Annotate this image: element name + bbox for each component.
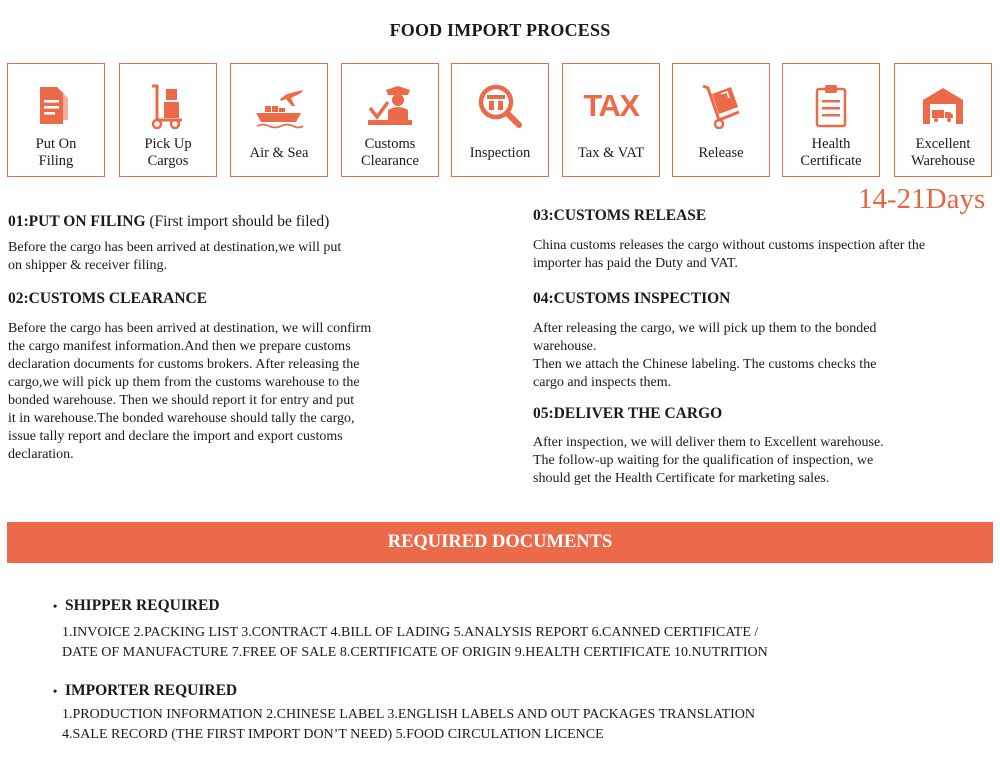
step-label: Air & Sea: [249, 144, 309, 161]
hand-truck-boxes-icon: [120, 80, 216, 132]
bullet-icon: •: [53, 684, 58, 698]
section-1-body: Before the cargo has been arrived at destination,we will put on shipper & receiver filing.: [8, 240, 342, 273]
step-label: Customs Clearance: [361, 136, 419, 169]
section-1-title: 01:PUT ON FILING (First import should be filed): [8, 213, 330, 230]
duration-label: 14-21Days: [858, 183, 986, 215]
importer-required-heading: • IMPORTER REQUIRED: [53, 682, 238, 699]
hand-truck-package-icon: [673, 80, 769, 132]
importer-required-list: 1.PRODUCTION INFORMATION 2.CHINESE LABEL 3.ENGLISH LABELS AND OUT PACKAGES TRANSLATION 4.SALE RECORD (THE FIRST IMPORT DON’T NEED) 5.FOOD CIRCULATION LICENCE: [62, 707, 756, 742]
warehouse-truck-icon: [895, 80, 991, 132]
step-label: Pick Up Cargos: [144, 136, 192, 169]
section-5-title: 05:DELIVER THE CARGO: [533, 405, 723, 422]
step-label: Put On Filing: [35, 136, 77, 169]
section-4-body: After releasing the cargo, we will pick up them to the bonded warehouse. Then we attach the Chinese labeling. The customs checks the cargo and inspects them.: [533, 321, 877, 390]
ship-and-plane-icon: [231, 80, 327, 132]
section-3-title: 03:CUSTOMS RELEASE: [533, 207, 707, 224]
step-label: Release: [698, 144, 744, 161]
step-label: Health Certificate: [800, 136, 862, 169]
shipper-required-heading: • SHIPPER REQUIRED: [53, 597, 220, 614]
step-health-certificate: [782, 63, 880, 177]
step-release: [672, 63, 770, 177]
step-label: Tax & VAT: [577, 144, 645, 161]
clipboard-icon: [783, 80, 879, 132]
section-1-note: (First import should be filed): [145, 213, 330, 230]
page-title: FOOD IMPORT PROCESS: [389, 20, 611, 40]
section-5-body: After inspection, we will deliver them to Excellent warehouse. The follow-up waiting for the qualification of inspection, we should get the Health Certificate for marketing sales.: [533, 435, 884, 486]
shipper-required-list: 1.INVOICE 2.PACKING LIST 3.CONTRACT 4.BILL OF LADING 5.ANALYSIS REPORT 6.CANNED CERTIFICATE / DATE OF MANUFACTURE 7.FREE OF SALE 8.CERTIFICATE OF ORIGIN 9.HEALTH CERTIFICATE 10.NUTRITION: [62, 625, 768, 660]
step-excellent-warehouse: [894, 63, 992, 177]
step-inspection: [451, 63, 549, 177]
step-air-and-sea: [230, 63, 328, 177]
bullet-icon: •: [53, 599, 58, 613]
step-label: Excellent Warehouse: [910, 136, 976, 169]
customs-officer-icon: [342, 80, 438, 132]
section-2-body: Before the cargo has been arrived at destination, we will confirm the cargo manifest information.And then we prepare customs declaration documents for customs brokers. After releasing the cargo,we will pick up them from the customs warehouse to the bonded warehouse. Then we should report it for entry and put it in warehouse.The bonded warehouse should tally the cargo, issue tally report and declare the import and export customs declaration.: [8, 321, 372, 462]
step-pick-up-cargos: [119, 63, 217, 177]
step-label: Inspection: [469, 144, 531, 161]
tax-icon-text: TAX: [583, 88, 639, 123]
step-put-on-filing: [7, 63, 105, 177]
section-4-title: 04:CUSTOMS INSPECTION: [533, 290, 731, 307]
step-tax-and-vat: [562, 63, 660, 177]
required-documents-banner: REQUIRED DOCUMENTS: [7, 522, 993, 563]
magnifier-icon: [452, 80, 548, 132]
section-3-body: China customs releases the cargo without customs inspection after the importer has paid the Duty and VAT.: [533, 238, 926, 271]
section-2-title: 02:CUSTOMS CLEARANCE: [8, 290, 208, 307]
document-files-icon: [8, 80, 104, 132]
tax-text-icon: [563, 80, 659, 132]
step-customs-clearance: [341, 63, 439, 177]
